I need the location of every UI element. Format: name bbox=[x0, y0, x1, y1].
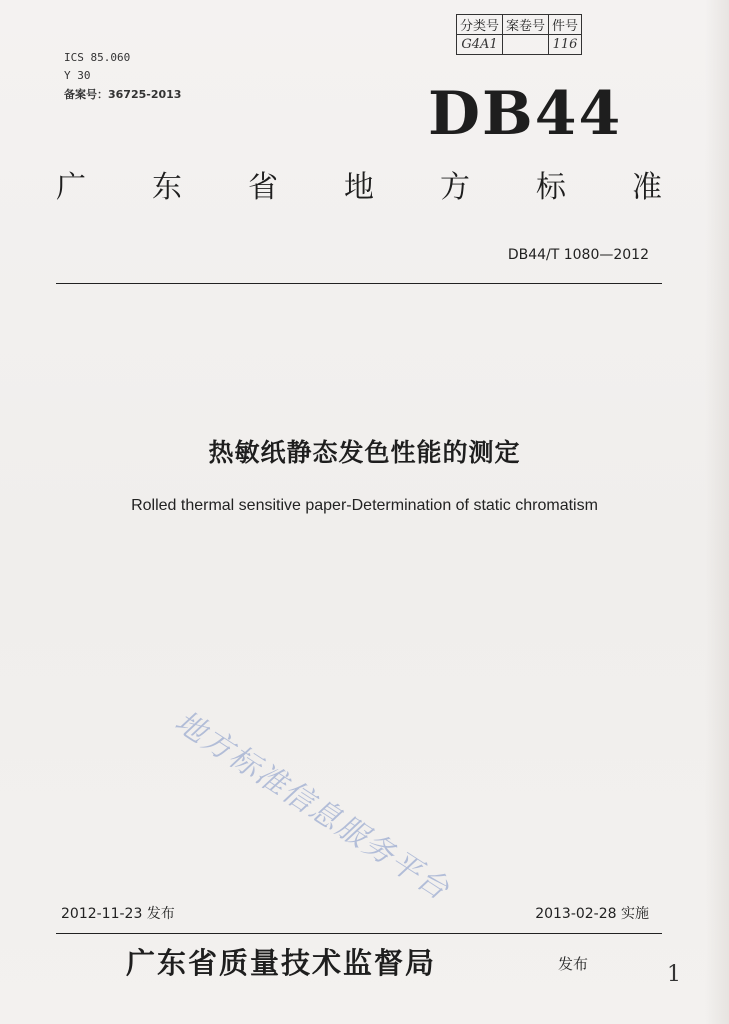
issuing-authority: 广东省质量技术监督局 bbox=[126, 946, 437, 980]
stamp-value-row bbox=[457, 35, 582, 55]
standard-code: DB44/T 1080—2012 bbox=[507, 247, 649, 263]
page-number: 1 bbox=[667, 962, 681, 987]
title-english: Rolled thermal sensitive paper-Determination of static chromatism bbox=[131, 497, 598, 514]
stamp-value-item: 116 bbox=[549, 35, 582, 55]
stamp-header-item: 件号 bbox=[549, 15, 582, 35]
stamp-value-category: G4A1 bbox=[457, 35, 503, 55]
standard-type-char: 标 bbox=[536, 170, 566, 205]
stamp-header-category: 分类号 bbox=[457, 15, 503, 35]
stamp-header-file: 案卷号 bbox=[503, 15, 549, 35]
db44-logo: DB44 bbox=[428, 79, 623, 149]
classification-stamp bbox=[456, 14, 582, 55]
watermark-text: 地方标准信息服务平台 bbox=[168, 704, 456, 908]
stamp-value-file bbox=[503, 35, 549, 55]
standard-type-char: 地 bbox=[344, 170, 374, 205]
header-divider bbox=[56, 283, 662, 284]
standard-type-char: 准 bbox=[632, 170, 662, 205]
footer-divider bbox=[56, 933, 662, 934]
implementation-date: 2013-02-28 实施 bbox=[535, 906, 649, 922]
standard-type-heading bbox=[56, 168, 662, 208]
issue-date: 2012-11-23 发布 bbox=[61, 906, 175, 922]
standard-type-char: 东 bbox=[152, 170, 182, 205]
standard-type-char: 广 bbox=[56, 170, 86, 205]
standard-type-char: 方 bbox=[440, 170, 470, 205]
stamp-header-row bbox=[457, 15, 582, 35]
title-chinese: 热敏纸静态发色性能的测定 bbox=[208, 438, 521, 467]
record-number: 备案号：36725-2013 bbox=[64, 88, 182, 101]
ccs-code: Y 30 bbox=[64, 69, 91, 82]
publish-label: 发布 bbox=[558, 955, 589, 973]
ics-code: ICS 85.060 bbox=[64, 51, 131, 64]
standard-type-char: 省 bbox=[248, 170, 278, 205]
